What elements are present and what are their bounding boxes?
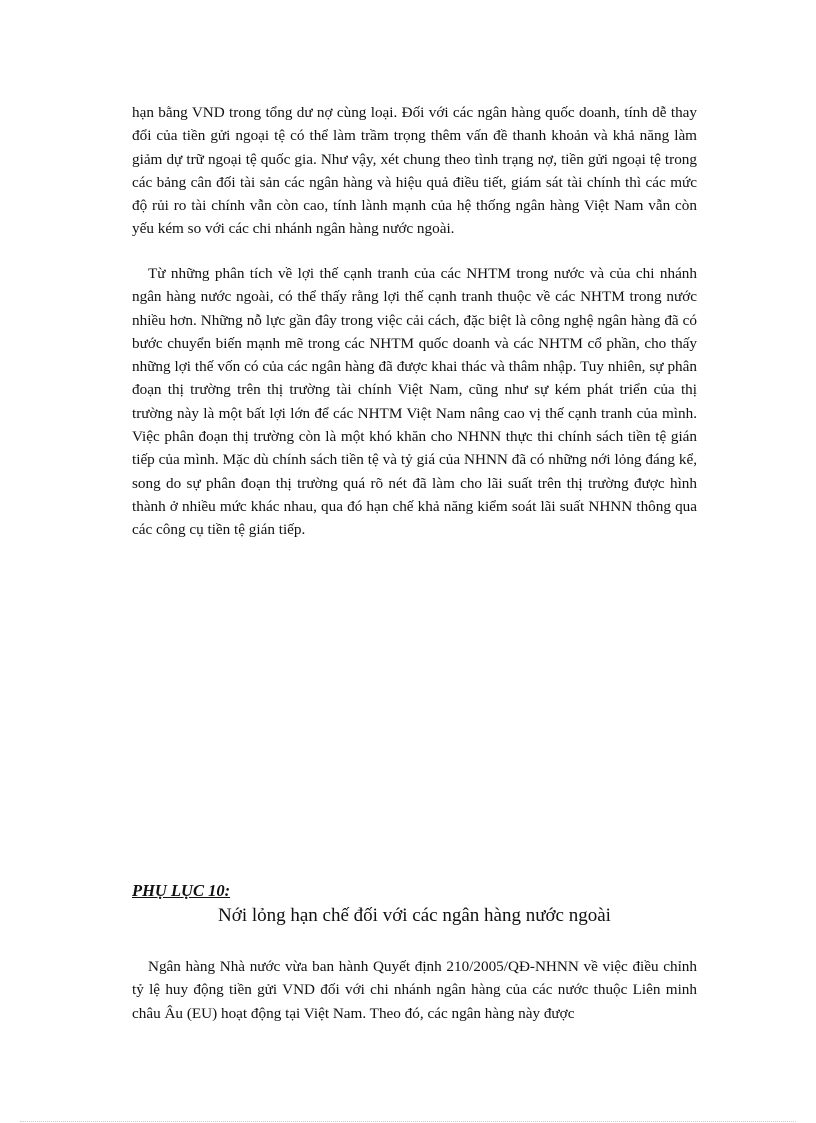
appendix-label: PHỤ LỤC 10: <box>132 881 231 900</box>
page-bottom-rule <box>20 1121 796 1122</box>
appendix-paragraph: Ngân hàng Nhà nước vừa ban hành Quyết định 210/2005/QĐ-NHNN về việc điều chỉnh tỷ lệ huy động tiền gửi VND đối với chi nhánh ngân hàng của các nước thuộc Liên minh châu Âu (EU) hoạt động tại Việt Nam. Theo đó, các ngân hàng này được <box>132 958 697 1022</box>
appendix-title: Nới lỏng hạn chế đối với các ngân hàng nước ngoài <box>218 905 611 926</box>
body-paragraph-1: hạn bằng VND trong tổng dư nợ cùng loại. Đối với các ngân hàng quốc doanh, tính dễ thay đổi của tiền gửi ngoại tệ có thể làm trầm trọng thêm vấn đề thanh khoản và khả năng làm giảm dự trữ ngoại tệ quốc gia. Như vậy, xét chung theo tình trạng nợ, tiền gửi ngoại tệ trong các bảng cân đối tài sản các ngân hàng và hiệu quả điều tiết, giám sát tài chính thì các mức độ rủi ro tài chính vẫn còn cao, tính lành mạnh của hệ thống ngân hàng Việt Nam vẫn còn yếu kém so với các chi nhánh ngân hàng nước ngoài. <box>132 104 697 238</box>
body-paragraph-2: Từ những phân tích về lợi thế cạnh tranh của các NHTM trong nước và của chi nhánh ngân hàng nước ngoài, có thể thấy rằng lợi thế cạnh tranh thuộc về các NHTM trong nước nhiều hơn. Những nỗ lực gần đây trong việc cải cách, đặc biệt là công nghệ ngân hàng đã có bước chuyển biến mạnh mẽ trong các NHTM quốc doanh và các NHTM cổ phần, cho thấy những lợi thế vốn có của các ngân hàng đã được khai thác và thâm nhập. Tuy nhiên, sự phân đoạn thị trường trên thị trường tài chính Việt Nam, cũng như sự kém phát triển của thị trường này là một bất lợi lớn để các NHTM Việt Nam nâng cao vị thế cạnh tranh của mình. Việc phân đoạn thị trường còn là một khó khăn cho NHNN thực thi chính sách tiền tệ gián tiếp của mình. Mặc dù chính sách tiền tệ và tỷ giá của NHNN đã có những nới lỏng đáng kể, song do sự phân đoạn thị trường quá rõ nét đã làm cho lãi suất trên thị trường được hình thành ở nhiều mức khác nhau, qua đó hạn chế khả năng kiểm soát lãi suất NHNN thông qua các công cụ tiền tệ gián tiếp. <box>132 265 697 539</box>
